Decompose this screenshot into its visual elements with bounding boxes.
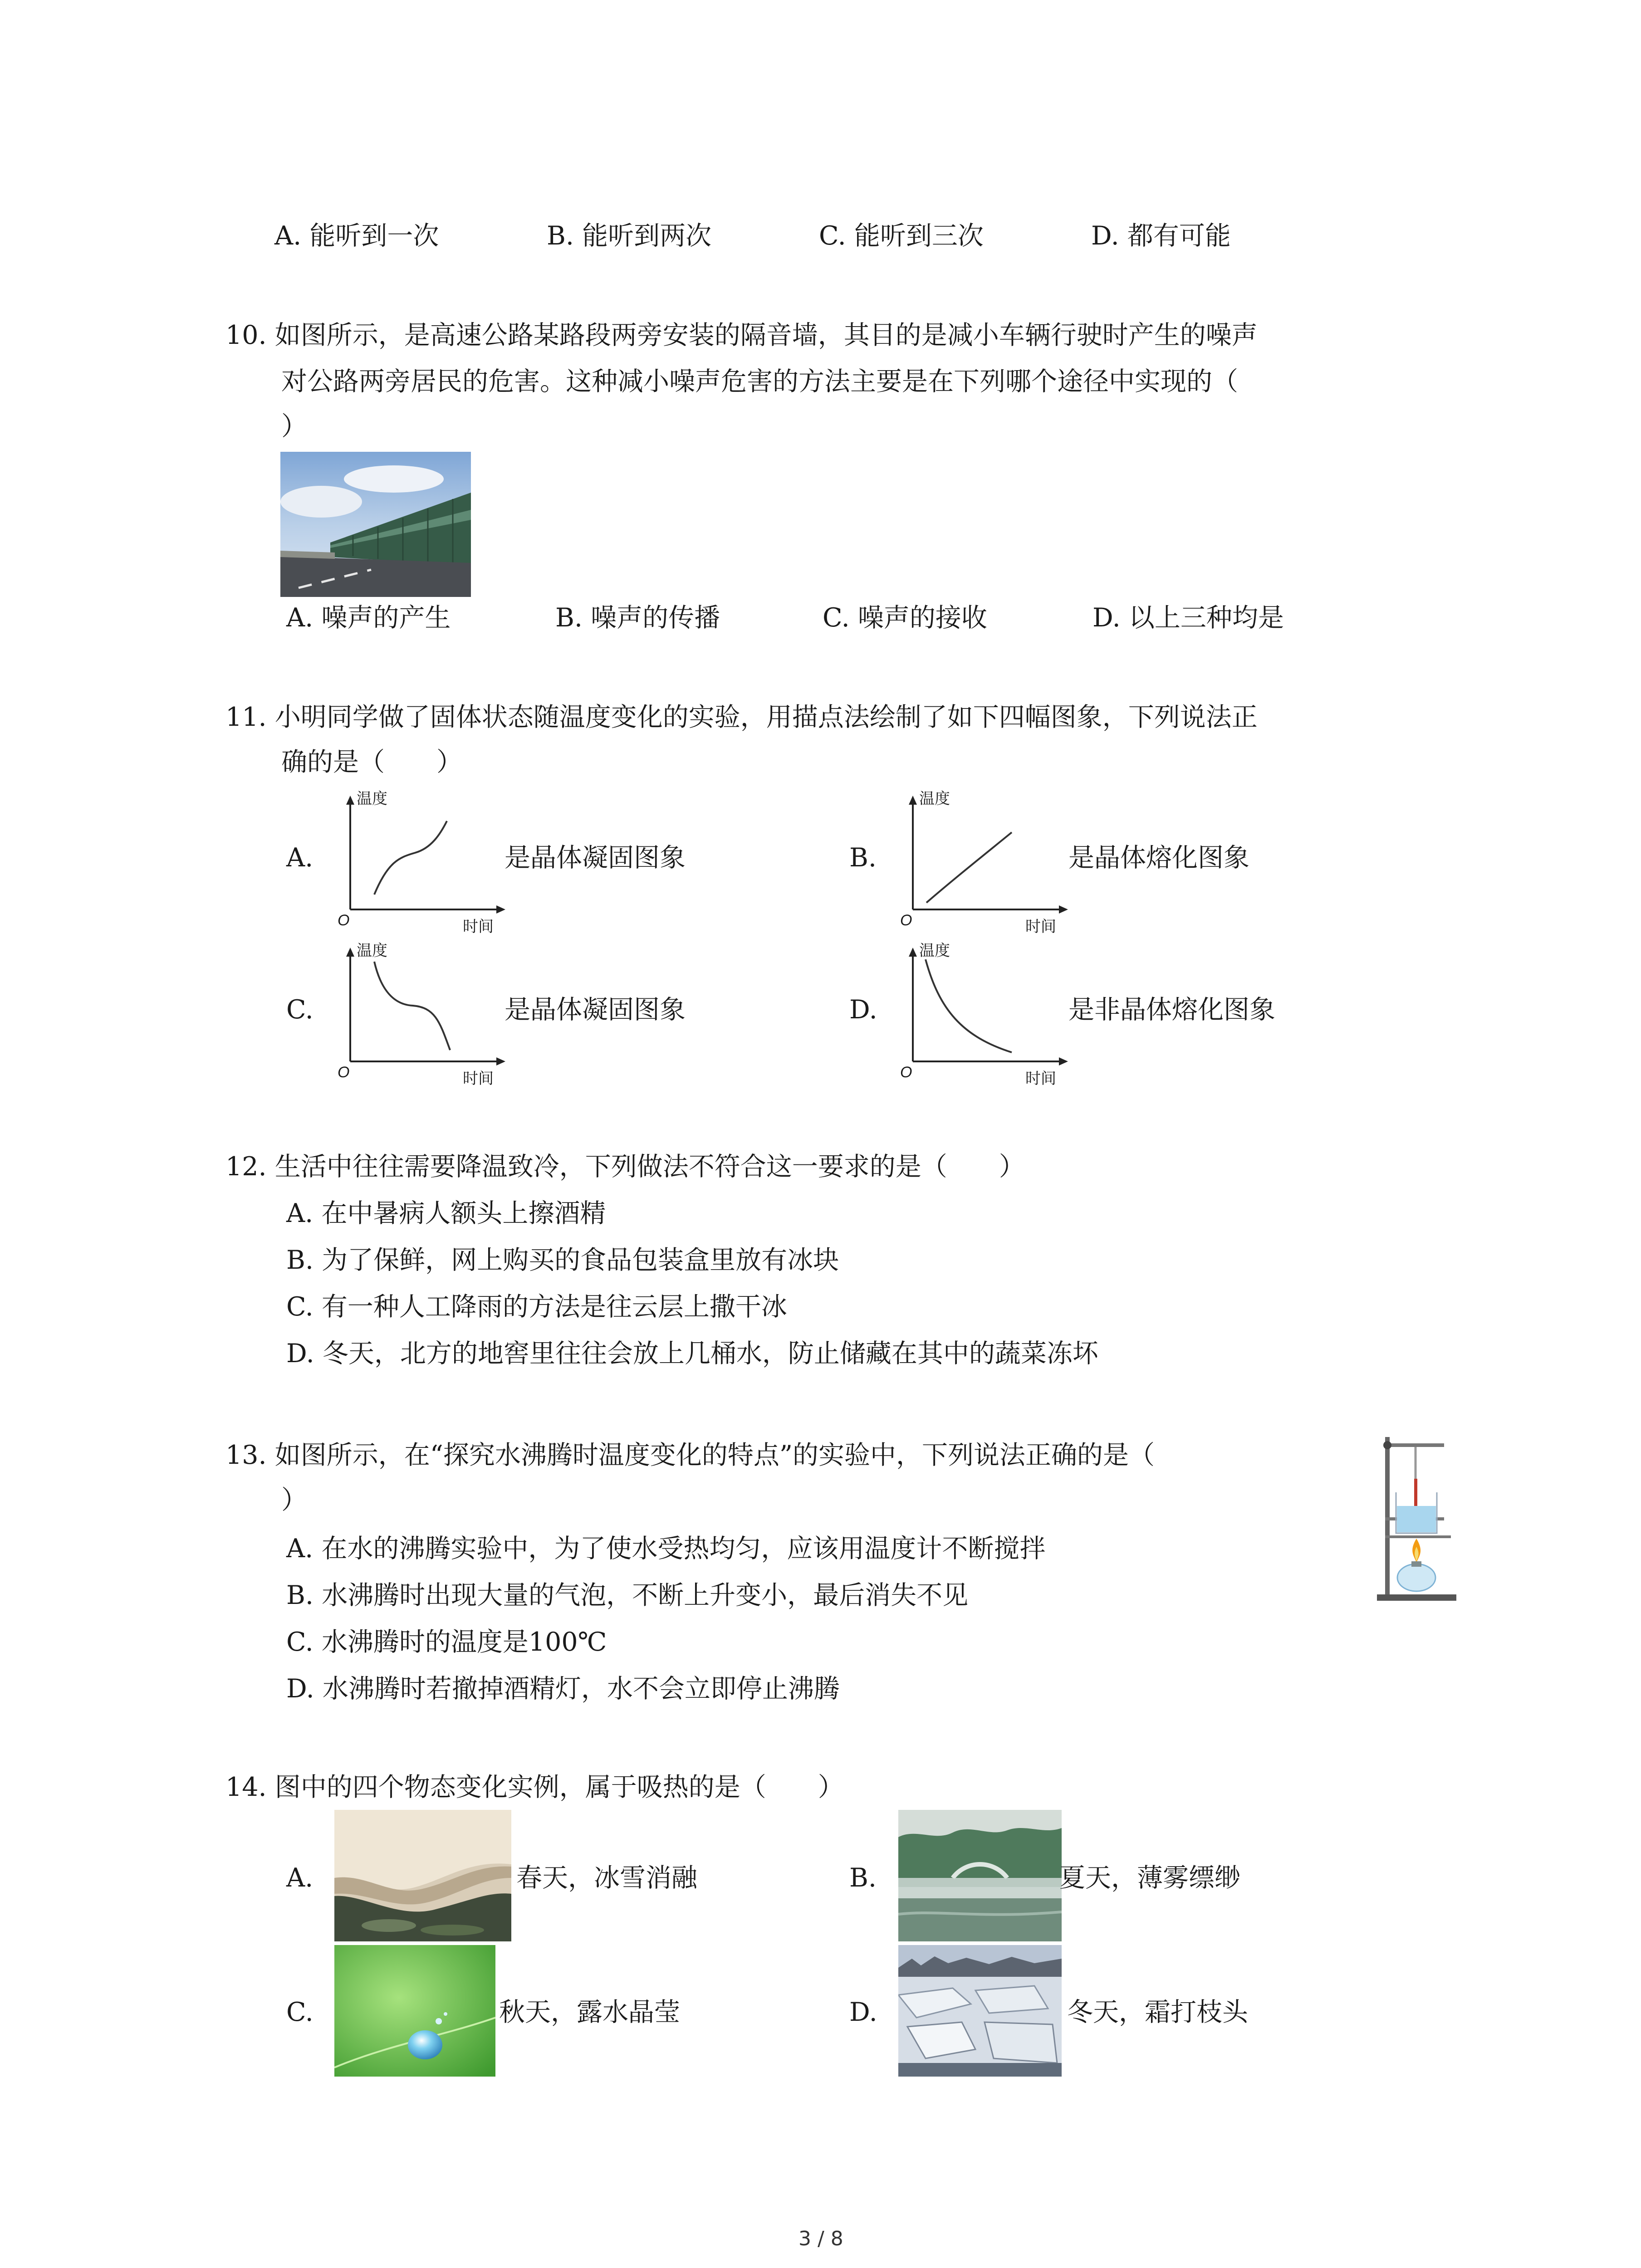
q11-graph-a-origin: O [338,912,350,929]
q11-graph-c-ylabel: 温度 [357,942,387,959]
q14-photo-mist [898,1810,1062,1941]
q14-option-d-text: 冬天，霜打枝头 [1067,1997,1248,2027]
q11-graph-d-xlabel: 时间 [1025,1070,1056,1087]
sound-barrier-photo [280,452,471,597]
q11-graph-b-origin: O [900,912,912,929]
q10-option-b: B. 噪声的传播 [555,603,720,633]
q11-option-d-letter: D. [849,995,877,1025]
q11-option-c-text: 是晶体凝固图象 [505,995,686,1025]
page-number: 3 / 8 [798,2227,843,2250]
q13-option-c: C. 水沸腾时的温度是100℃ [286,1627,607,1657]
q10-option-c: C. 噪声的接收 [823,603,987,633]
q11-graph-c [331,941,513,1091]
q10-stem-line3: ） [281,411,307,441]
q12-option-c: C. 有一种人工降雨的方法是往云层上撒干冰 [286,1292,787,1322]
q12-option-a: A. 在中暑病人额头上擦酒精 [286,1198,606,1228]
boiling-apparatus-figure [1372,1433,1459,1606]
q14-option-b-letter: B. [849,1863,877,1893]
q14-option-d-letter: D. [849,1997,877,2027]
q10-stem-line2: 对公路两旁居民的危害。这种减小噪声危害的方法主要是在下列哪个途径中实现的（ [281,367,1238,396]
q14-option-c-text: 秋天，露水晶莹 [499,1997,680,2027]
q14-option-a-text: 春天，冰雪消融 [516,1863,697,1893]
q11-graph-d-ylabel: 温度 [919,942,950,959]
prev-option-a: A. 能听到一次 [274,221,439,251]
q10-option-a: A. 噪声的产生 [286,603,451,633]
q11-graph-d-origin: O [900,1064,912,1081]
q11-graph-b [894,789,1075,939]
q10-option-d: D. 以上三种均是 [1092,603,1284,633]
q11-stem-line1: 11. 小明同学做了固体状态随温度变化的实验，用描点法绘制了如下四幅图象，下列说法正 [225,702,1258,732]
q13-stem-line1: 13. 如图所示，在“探究水沸腾时温度变化的特点”的实验中，下列说法正确的是（ [225,1440,1155,1470]
q14-photo-ice-melting [334,1810,511,1941]
q13-option-a: A. 在水的沸腾实验中，为了使水受热均匀，应该用温度计不断搅拌 [286,1534,1046,1564]
q11-option-b-letter: B. [849,843,877,873]
q11-graph-c-xlabel: 时间 [463,1070,494,1087]
q11-option-a-text: 是晶体凝固图象 [505,843,686,873]
q11-stem-line2: 确的是（ ） [281,747,462,777]
q12-option-b: B. 为了保鲜，网上购买的食品包装盒里放有冰块 [286,1245,839,1275]
q11-graph-a-xlabel: 时间 [463,918,494,935]
q10-stem-line1: 10. 如图所示，是高速公路某路段两旁安装的隔音墙，其目的是减小车辆行驶时产生的噪声 [225,320,1258,350]
q11-graph-b-ylabel: 温度 [919,790,950,807]
q11-graph-c-origin: O [338,1064,350,1081]
q14-option-b-text: 夏天，薄雾缥缈 [1059,1863,1240,1893]
q14-stem: 14. 图中的四个物态变化实例，属于吸热的是（ ） [225,1772,844,1802]
q12-stem: 12. 生活中往往需要降温致冷，下列做法不符合这一要求的是（ ） [225,1152,1025,1182]
q13-stem-line2: ） [281,1485,307,1515]
q13-option-d: D. 水沸腾时若撤掉酒精灯，水不会立即停止沸腾 [286,1674,840,1704]
q11-option-b-text: 是晶体熔化图象 [1068,843,1249,873]
q12-option-d: D. 冬天，北方的地窖里往往会放上几桶水，防止储藏在其中的蔬菜冻坏 [286,1339,1098,1369]
q11-option-d-text: 是非晶体熔化图象 [1068,995,1275,1025]
q14-option-c-letter: C. [286,1997,314,2027]
q11-option-c-letter: C. [286,995,314,1025]
q11-graph-a [331,789,513,939]
q14-photo-dew-drop [334,1945,495,2077]
prev-option-b: B. 能听到两次 [547,221,712,251]
q11-graph-a-ylabel: 温度 [357,790,387,807]
prev-option-d: D. 都有可能 [1091,221,1231,251]
q11-option-a-letter: A. [286,843,314,873]
q13-option-b: B. 水沸腾时出现大量的气泡，不断上升变小，最后消失不见 [286,1580,969,1610]
q11-graph-b-xlabel: 时间 [1025,918,1056,935]
q14-option-a-letter: A. [286,1863,314,1893]
q14-photo-frozen-lake [898,1945,1062,2077]
q11-graph-d [894,941,1075,1091]
prev-option-c: C. 能听到三次 [819,221,984,251]
